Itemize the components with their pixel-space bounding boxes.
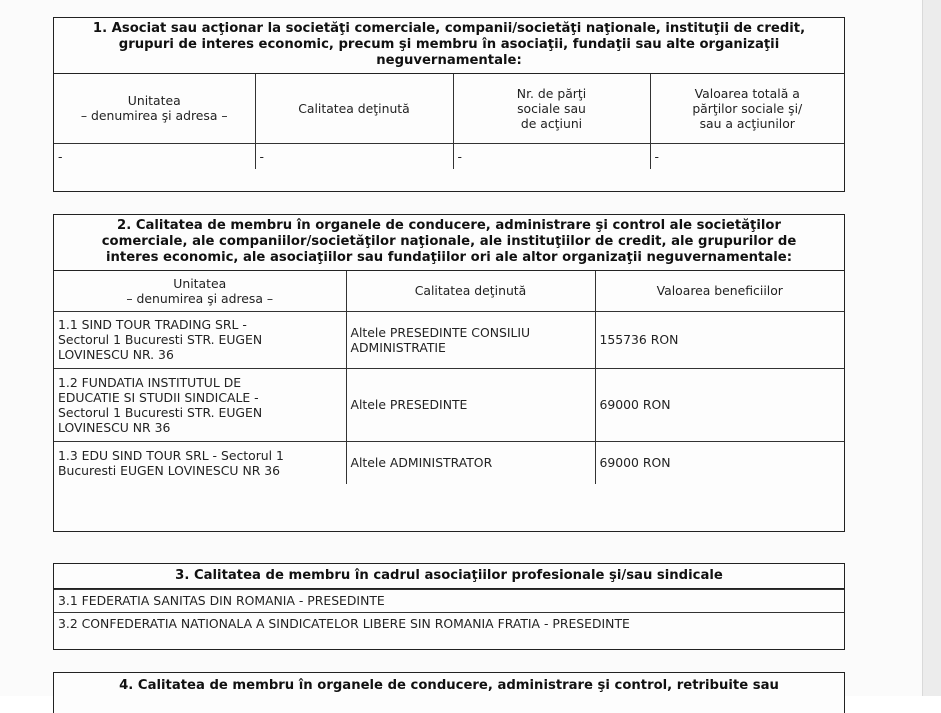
s2-row2-unit-l4: LOVINESCU NR 36 [58, 419, 171, 435]
s1-header-unit-l1: Unitatea [127, 93, 181, 109]
s2-row2-unit-l1: 1.2 FUNDATIA INSTITUTUL DE [58, 374, 242, 390]
table-row [54, 311, 844, 368]
section-1-title [54, 18, 844, 74]
s1-cell: - [54, 143, 255, 169]
s1-header-value [650, 74, 844, 143]
s2-row3-unit-l2: Bucuresti EUGEN LOVINESCU NR 36 [58, 462, 281, 478]
s1-header-value-l2: părţilor sociale şi/ [692, 100, 803, 116]
s2-header-role-l1: Calitatea deţinută [414, 283, 527, 299]
s2-row1-unit-l1: 1.1 SIND TOUR TRADING SRL - [58, 317, 247, 332]
s2-row2-unit-l3: Sectorul 1 Bucuresti STR. EUGEN [58, 404, 263, 420]
s2-row1-unit-l3: LOVINESCU NR. 36 [58, 347, 174, 362]
s1-header-shares-l2: sociale sau [517, 100, 586, 116]
section-1-title-line2: grupuri de interes economic, precum şi membru în asociaţii, fundaţii sau alte organizaţii [118, 37, 780, 52]
s1-header-shares-l1: Nr. de părţi [516, 85, 587, 101]
s1-header-value-l3: sau a acţiunilor [699, 115, 795, 131]
section-2-box [53, 214, 845, 532]
s2-row3-unit-l1: 1.3 EDU SIND TOUR SRL - Sectorul 1 [58, 447, 284, 463]
s2-row1-role-l2: ADMINISTRATIE [350, 339, 446, 355]
s2-header-unit-l2: – denumirea şi adresa – [126, 290, 274, 306]
s2-row1-unit-l2: Sectorul 1 Bucuresti STR. EUGEN [58, 332, 263, 347]
s2-row2-unit-l2: EDUCATIE SI STUDII SINDICALE - [58, 389, 259, 405]
s2-row2-role-l1: Altele PRESEDINTE [350, 397, 468, 412]
s1-header-role [255, 74, 453, 143]
section-3-box [53, 563, 845, 650]
s2-row3-unit [54, 441, 346, 484]
section-1-title-line1: 1. Asociat sau acţionar la societăţi comerciale, companii/societăţi naţionale, instituţii de credit, [92, 21, 806, 36]
s1-cell: - [650, 143, 844, 169]
s2-row1-unit [54, 311, 346, 368]
s2-row3-role [346, 441, 595, 484]
s2-row3-role-l1: Altele ADMINISTRATOR [350, 455, 493, 471]
s2-header-unit-l1: Unitatea [173, 275, 227, 291]
s2-row2-unit [54, 368, 346, 441]
section-1-box [53, 17, 845, 192]
section-4-box [53, 672, 845, 713]
section-2-title [54, 215, 844, 271]
s1-header-shares-l3: de acţiuni [520, 115, 583, 131]
scrollbar-track[interactable] [922, 0, 941, 696]
s2-header-unit [54, 271, 346, 311]
s1-header-shares [453, 74, 650, 143]
s2-header-value [595, 271, 844, 311]
s2-row2-role [346, 368, 595, 441]
s2-header-role [346, 271, 595, 311]
section-2-title-line1: 2. Calitatea de membru în organele de conducere, administrare şi control ale societăţilor [117, 218, 781, 233]
section-2-table [54, 271, 844, 484]
section-1-title-line3: neguvernamentale: [376, 53, 522, 68]
list-item: 3.1 FEDERATIA SANITAS DIN ROMANIA - PRESEDINTE [54, 589, 844, 612]
s1-header-unit [54, 74, 255, 143]
table-row [54, 441, 844, 484]
table-row [54, 368, 844, 441]
s2-row1-role [346, 311, 595, 368]
section-2-title-line2: comerciale, ale companiilor/societăţilor naţionale, ale instituţiilor de credit, ale grupurilor de [101, 234, 797, 249]
section-3-title: 3. Calitatea de membru în cadrul asociaţiilor profesionale şi/sau sindicale [54, 564, 844, 589]
s2-header-value-l1: Valoarea beneficiilor [656, 283, 783, 299]
s1-header-unit-l2: – denumirea şi adresa – [80, 108, 228, 124]
section-4-title: 4. Calitatea de membru în organele de conducere, administrare şi control, retribuite sau [119, 678, 779, 693]
s2-row2-value: 69000 RON [595, 368, 844, 441]
s1-cell: - [255, 143, 453, 169]
s2-row3-value: 69000 RON [595, 441, 844, 484]
s1-header-role-l1: Calitatea deţinută [298, 100, 410, 116]
s2-row1-role-l1: Altele PRESEDINTE CONSILIU [350, 324, 531, 340]
s1-cell: - [453, 143, 650, 169]
section-2-title-line3: interes economic, ale asociaţiilor sau fundaţiilor ori ale altor organizaţii neguvernamentale: [106, 250, 792, 265]
list-item: 3.2 CONFEDERATIA NATIONALA A SINDICATELOR LIBERE SIN ROMANIA FRATIA - PRESEDINTE [54, 612, 844, 636]
s2-row1-value: 155736 RON [595, 311, 844, 368]
section-1-table [54, 74, 844, 169]
s1-header-value-l1: Valoarea totală a [694, 85, 800, 101]
